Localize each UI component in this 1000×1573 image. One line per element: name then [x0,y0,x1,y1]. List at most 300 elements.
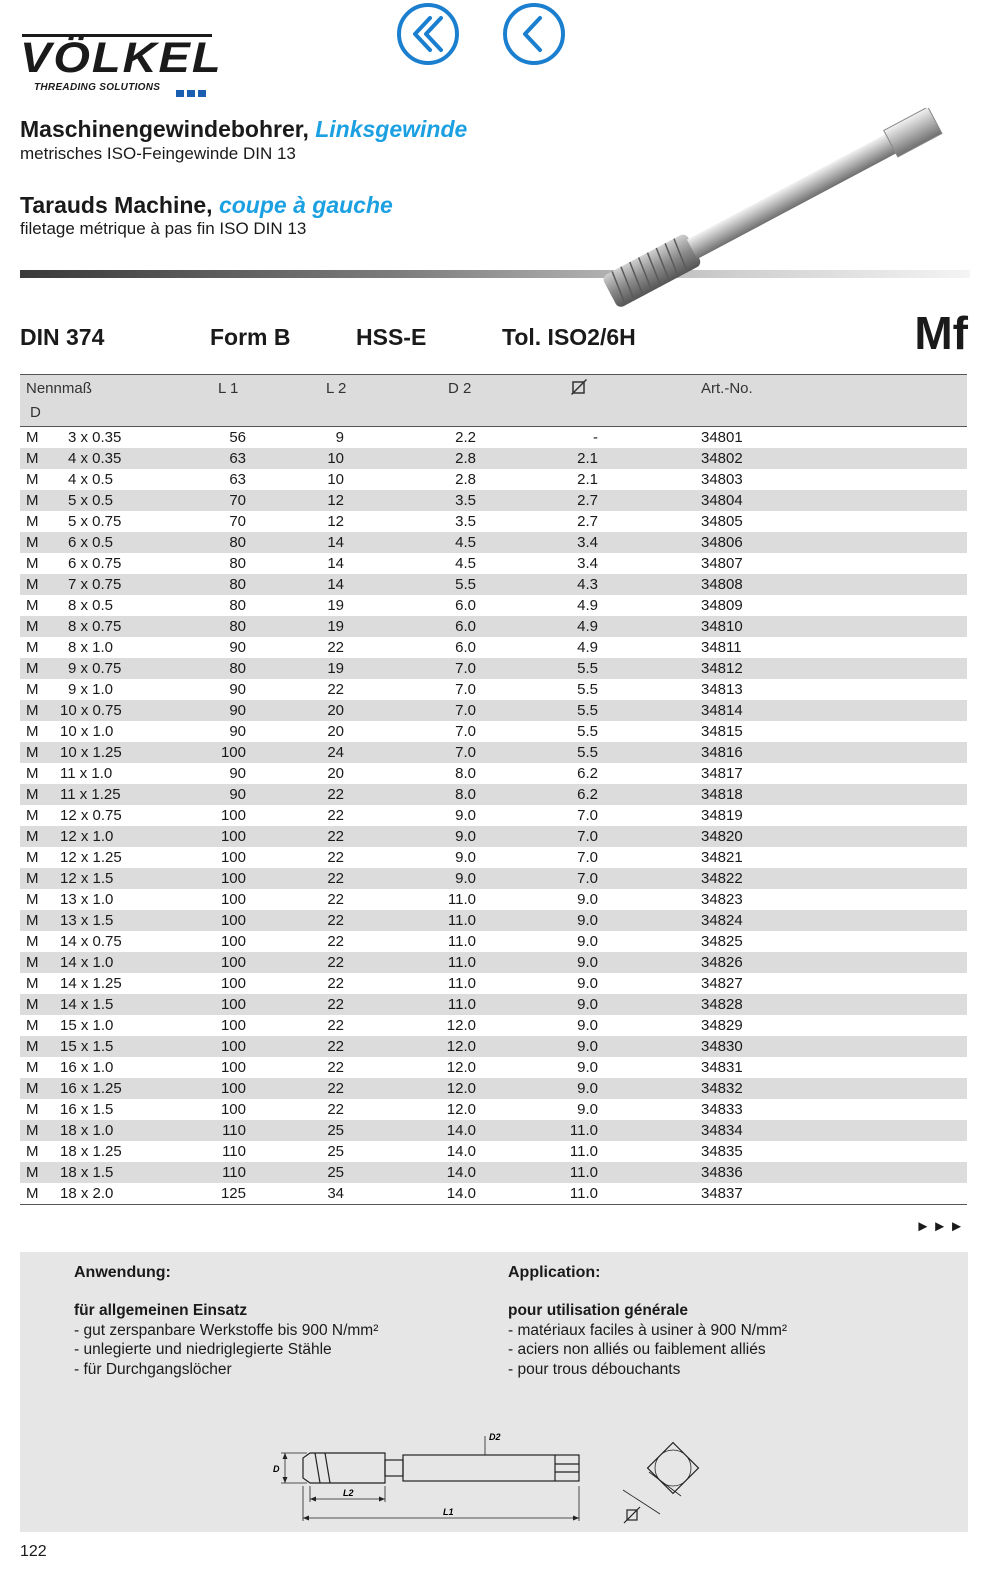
table-row [20,595,967,616]
cell-prefix: M [26,660,39,677]
cell-square: 4.9 [577,618,598,635]
cell-square: 6.2 [577,786,598,803]
cell-l2: 19 [327,660,344,677]
table-row [20,847,967,868]
cell-nominal-size: 10 x 0.75 [60,702,122,719]
cell-l1: 100 [220,954,246,971]
cell-l1: 90 [229,723,246,740]
cell-article-no: 34802 [701,450,743,467]
cell-nominal-size: 14 x 1.5 [60,996,114,1013]
cell-prefix: M [26,471,39,488]
cell-prefix: M [26,681,39,698]
cell-article-no: 34820 [701,828,743,845]
cell-d2: 5.5 [455,576,476,593]
cell-l2: 14 [327,576,344,593]
cell-article-no: 34809 [701,597,743,614]
application-heading-de: Anwendung: [74,1264,171,1281]
cell-nominal-size: 3 x 0.35 [68,429,122,446]
cell-l1: 70 [229,492,246,509]
cell-article-no: 34819 [701,807,743,824]
cell-article-no: 34825 [701,933,743,950]
cell-l1: 100 [220,1080,246,1097]
cell-l2: 20 [327,765,344,782]
spec-tolerance: Tol. ISO2/6H [502,324,636,350]
cell-l2: 22 [327,1017,344,1034]
cell-d2: 8.0 [455,765,476,782]
cell-d2: 9.0 [455,807,476,824]
cell-d2: 6.0 [455,597,476,614]
cell-article-no: 34803 [701,471,743,488]
cell-prefix: M [26,513,39,530]
cell-square: 9.0 [577,1059,598,1076]
cell-article-no: 34832 [701,1080,743,1097]
cell-square: 5.5 [577,660,598,677]
cell-l2: 22 [327,849,344,866]
cell-prefix: M [26,786,39,803]
table-row [20,616,967,637]
application-box [20,1252,968,1532]
table-row [20,1183,967,1204]
cell-l2: 25 [327,1164,344,1181]
cell-square: 4.9 [577,597,598,614]
cell-article-no: 34812 [701,660,743,677]
tap-technical-drawing [265,1428,735,1530]
cell-nominal-size: 8 x 0.75 [68,618,122,635]
application-text-de [74,1301,378,1379]
cell-l2: 24 [327,744,344,761]
cell-prefix: M [26,1143,39,1160]
cell-square: 9.0 [577,891,598,908]
cell-prefix: M [26,618,39,635]
cell-d2: 9.0 [455,849,476,866]
cell-nominal-size: 18 x 2.0 [60,1185,114,1202]
cell-l1: 100 [220,870,246,887]
brand-logo: VÖLKEL [20,33,223,81]
cell-square: 2.1 [577,450,598,467]
cell-article-no: 34805 [701,513,743,530]
cell-prefix: M [26,1101,39,1118]
cell-nominal-size: 12 x 1.25 [60,849,122,866]
cell-l2: 22 [327,933,344,950]
cell-d2: 11.0 [447,996,476,1013]
cell-nominal-size: 9 x 1.0 [68,681,114,698]
cell-prefix: M [26,870,39,887]
title-german-main: Maschinengewindebohrer, [20,116,309,142]
table-row [20,1015,967,1036]
cell-d2: 2.8 [455,471,476,488]
header-l1: L 1 [218,380,239,397]
cell-prefix: M [26,975,39,992]
cell-l1: 80 [229,555,246,572]
cell-l2: 25 [327,1122,344,1139]
table-row [20,1099,967,1120]
table-row [20,994,967,1015]
cell-l1: 90 [229,639,246,656]
cell-l2: 22 [327,975,344,992]
cell-article-no: 34833 [701,1101,743,1118]
cell-nominal-size: 16 x 1.25 [60,1080,122,1097]
cell-prefix: M [26,912,39,929]
cell-d2: 7.0 [455,702,476,719]
cell-article-no: 34810 [701,618,743,635]
table-row [20,784,967,805]
double-chevron-left-icon [396,2,460,66]
cell-prefix: M [26,1164,39,1181]
cell-l2: 22 [327,639,344,656]
cell-article-no: 34824 [701,912,743,929]
cell-l2: 19 [327,618,344,635]
cell-l2: 12 [327,492,344,509]
table-row [20,1036,967,1057]
cell-article-no: 34808 [701,576,743,593]
application-item-de: - unlegierte und niedriglegierte Stähle [74,1341,332,1358]
cell-article-no: 34829 [701,1017,743,1034]
drawing-label-l2: L2 [343,1488,354,1498]
cell-article-no: 34823 [701,891,743,908]
cell-l1: 80 [229,660,246,677]
cell-nominal-size: 6 x 0.75 [68,555,122,572]
cell-square: 9.0 [577,954,598,971]
title-german [20,116,467,143]
cell-square: 5.5 [577,681,598,698]
subtitle-german: metrisches ISO-Feingewinde DIN 13 [20,144,296,163]
cell-l2: 22 [327,1080,344,1097]
table-row [20,574,967,595]
table-row [20,721,967,742]
cell-l1: 100 [220,1017,246,1034]
page-number: 122 [20,1543,47,1560]
cell-l1: 90 [229,681,246,698]
cell-prefix: M [26,702,39,719]
cell-square: 9.0 [577,933,598,950]
cell-l1: 80 [229,597,246,614]
cell-l2: 22 [327,786,344,803]
first-page-button[interactable] [396,2,456,62]
cell-square: 9.0 [577,996,598,1013]
header-d2: D 2 [448,380,472,397]
title-french-main: Tarauds Machine, [20,192,213,218]
cell-article-no: 34807 [701,555,743,572]
application-lead-de: für allgemeinen Einsatz [74,1302,248,1319]
cell-prefix: M [26,534,39,551]
cell-l1: 63 [229,471,246,488]
cell-nominal-size: 18 x 1.0 [60,1122,114,1139]
table-row [20,910,967,931]
cell-article-no: 34811 [701,639,742,656]
table-row [20,931,967,952]
cell-article-no: 34822 [701,870,743,887]
cell-square: 7.0 [577,807,598,824]
table-row [20,658,967,679]
cell-prefix: M [26,954,39,971]
cell-d2: 8.0 [455,786,476,803]
cell-d2: 6.0 [455,639,476,656]
cell-square: 6.2 [577,765,598,782]
cell-square: 9.0 [577,912,598,929]
cell-nominal-size: 15 x 1.0 [60,1017,114,1034]
cell-l1: 63 [229,450,246,467]
cell-article-no: 34815 [701,723,743,740]
cell-d2: 4.5 [455,534,476,551]
table-row [20,1141,967,1162]
table-row [20,532,967,553]
cell-square: 2.1 [577,471,598,488]
cell-article-no: 34816 [701,744,743,761]
continue-arrows: ►►► [915,1218,966,1235]
cell-square: 11.0 [569,1122,598,1139]
cell-nominal-size: 14 x 0.75 [60,933,122,950]
application-heading-fr: Application: [508,1264,601,1281]
cell-nominal-size: 4 x 0.35 [68,450,122,467]
brand-tagline: THREADING SOLUTIONS [34,82,161,93]
cell-square: 5.5 [577,744,598,761]
cell-l1: 100 [220,912,246,929]
cell-square: 3.4 [577,534,598,551]
cell-d2: 11.0 [447,975,476,992]
logo-squares [176,84,209,102]
cell-nominal-size: 12 x 1.0 [60,828,114,845]
cell-prefix: M [26,849,39,866]
cell-l2: 22 [327,807,344,824]
cell-prefix: M [26,744,39,761]
cell-prefix: M [26,1017,39,1034]
cell-nominal-size: 12 x 0.75 [60,807,122,824]
cell-nominal-size: 18 x 1.5 [60,1164,114,1181]
title-german-accent: Linksgewinde [315,116,468,142]
cell-square: 5.5 [577,702,598,719]
cell-square: 2.7 [577,513,598,530]
cell-article-no: 34836 [701,1164,743,1181]
cell-d2: 12.0 [446,1059,476,1076]
drawing-label-l1: L1 [443,1507,454,1517]
application-item-de: - für Durchgangslöcher [74,1360,232,1378]
cell-l2: 14 [327,555,344,572]
cell-d2: 14.0 [446,1143,476,1160]
table-row [20,973,967,994]
cell-l2: 14 [327,534,344,551]
cell-l2: 22 [327,1101,344,1118]
cell-l2: 22 [327,828,344,845]
cell-prefix: M [26,1059,39,1076]
cell-l1: 100 [220,975,246,992]
cell-nominal-size: 16 x 1.0 [60,1059,114,1076]
cell-l1: 70 [229,513,246,530]
spec-code: Mf [914,307,968,359]
cell-d2: 2.8 [455,450,476,467]
cell-l1: 110 [222,1143,246,1160]
cell-prefix: M [26,450,39,467]
application-item-fr: - matériaux faciles à usiner à 900 N/mm² [508,1321,788,1339]
cell-l2: 20 [327,702,344,719]
cell-prefix: M [26,933,39,950]
subtitle-french: filetage métrique à pas fin ISO DIN 13 [20,219,307,238]
cell-prefix: M [26,597,39,614]
cell-article-no: 34821 [701,849,743,866]
title-french [20,192,393,219]
cell-square: 2.7 [577,492,598,509]
cell-d2: 9.0 [455,870,476,887]
cell-nominal-size: 12 x 1.5 [60,870,114,887]
table-row [20,490,967,511]
spec-din: DIN 374 [20,324,105,350]
header-nominal: Nennmaß [26,380,92,397]
cell-l2: 22 [327,891,344,908]
cell-l1: 80 [229,576,246,593]
table-row [20,427,967,448]
cell-prefix: M [26,1185,39,1202]
product-table [20,374,967,1205]
cell-nominal-size: 9 x 0.75 [68,660,122,677]
cell-l1: 100 [220,849,246,866]
cell-d2: 4.5 [455,555,476,572]
tap-product-image [590,108,980,313]
cell-l1: 100 [220,933,246,950]
cell-d2: 12.0 [446,1080,476,1097]
cell-nominal-size: 10 x 1.0 [60,723,114,740]
cell-l1: 100 [220,1101,246,1118]
cell-prefix: M [26,555,39,572]
cell-square: 9.0 [577,1101,598,1118]
table-row [20,637,967,658]
drawing-label-d: D [273,1464,280,1474]
cell-prefix: M [26,1080,39,1097]
cell-square: 7.0 [577,870,598,887]
table-row [20,448,967,469]
table-row [20,679,967,700]
cell-d2: 11.0 [447,954,476,971]
cell-square: 9.0 [577,975,598,992]
cell-article-no: 34817 [701,765,743,782]
header-l2: L 2 [326,380,347,397]
cell-l2: 22 [327,996,344,1013]
cell-nominal-size: 13 x 1.5 [60,912,114,929]
cell-l1: 100 [220,744,246,761]
cell-article-no: 34801 [701,429,743,446]
application-item-fr: - aciers non alliés ou faiblement alliés [508,1341,766,1358]
application-item-fr: - pour trous débouchants [508,1360,681,1378]
cell-d2: 12.0 [446,1017,476,1034]
square-symbol-icon [571,379,587,399]
cell-d2: 3.5 [455,492,476,509]
cell-nominal-size: 11 x 1.25 [60,786,121,803]
cell-article-no: 34831 [701,1059,743,1076]
cell-square: 4.9 [577,639,598,656]
table-row [20,868,967,889]
cell-nominal-size: 4 x 0.5 [68,471,114,488]
table-row [20,1078,967,1099]
chevron-left-icon [502,2,566,66]
cell-prefix: M [26,765,39,782]
cell-nominal-size: 8 x 1.0 [68,639,114,656]
cell-square: - [593,429,598,446]
cell-square: 4.3 [577,576,598,593]
cell-square: 11.0 [569,1185,598,1202]
cell-square: 7.0 [577,828,598,845]
cell-d2: 7.0 [455,723,476,740]
cell-prefix: M [26,828,39,845]
cell-prefix: M [26,492,39,509]
cell-square: 7.0 [577,849,598,866]
cell-l2: 25 [327,1143,344,1160]
cell-l2: 19 [327,597,344,614]
application-item-de: - gut zerspanbare Werkstoffe bis 900 N/mm² [74,1321,379,1339]
cell-l1: 100 [220,828,246,845]
drawing-label-d2: D2 [489,1432,501,1442]
table-header [20,374,967,427]
previous-page-button[interactable] [502,2,562,62]
cell-article-no: 34827 [701,975,743,992]
cell-nominal-size: 5 x 0.75 [68,513,122,530]
cell-l1: 100 [220,1038,246,1055]
cell-square: 5.5 [577,723,598,740]
cell-nominal-size: 18 x 1.25 [60,1143,122,1160]
cell-nominal-size: 10 x 1.25 [60,744,122,761]
cell-d2: 7.0 [455,744,476,761]
table-row [20,1162,967,1183]
cell-square: 11.0 [569,1143,598,1160]
cell-nominal-size: 7 x 0.75 [68,576,122,593]
cell-prefix: M [26,1038,39,1055]
table-row [20,889,967,910]
header-article-no: Art.-No. [701,380,753,397]
cell-l2: 10 [327,450,344,467]
cell-prefix: M [26,807,39,824]
table-row [20,700,967,721]
cell-l1: 100 [220,807,246,824]
table-row [20,1120,967,1141]
cell-d2: 14.0 [446,1185,476,1202]
cell-d2: 7.0 [455,681,476,698]
cell-article-no: 34806 [701,534,743,551]
cell-l1: 110 [222,1122,246,1139]
table-row [20,826,967,847]
cell-d2: 6.0 [455,618,476,635]
cell-article-no: 34837 [701,1185,743,1202]
cell-l2: 22 [327,954,344,971]
cell-l2: 34 [327,1185,344,1202]
cell-l1: 100 [220,996,246,1013]
cell-square: 11.0 [569,1164,598,1181]
table-row [20,952,967,973]
cell-article-no: 34814 [701,702,743,719]
table-row [20,553,967,574]
cell-d2: 14.0 [446,1122,476,1139]
cell-square: 3.4 [577,555,598,572]
cell-l1: 100 [220,891,246,908]
cell-l1: 90 [229,786,246,803]
cell-l2: 20 [327,723,344,740]
cell-d2: 12.0 [446,1038,476,1055]
cell-l2: 22 [327,1038,344,1055]
table-body [20,427,967,1204]
table-bottom-rule [20,1204,967,1205]
cell-nominal-size: 14 x 1.0 [60,954,114,971]
cell-d2: 14.0 [446,1164,476,1181]
cell-d2: 11.0 [447,891,476,908]
table-row [20,805,967,826]
title-french-accent: coupe à gauche [218,192,393,218]
cell-l1: 80 [229,618,246,635]
cell-l2: 22 [327,1059,344,1076]
cell-article-no: 34830 [701,1038,743,1055]
cell-d2: 2.2 [455,429,476,446]
cell-prefix: M [26,429,39,446]
cell-l2: 22 [327,912,344,929]
cell-prefix: M [26,723,39,740]
cell-nominal-size: 16 x 1.5 [60,1101,114,1118]
cell-d2: 3.5 [455,513,476,530]
cell-l1: 80 [229,534,246,551]
